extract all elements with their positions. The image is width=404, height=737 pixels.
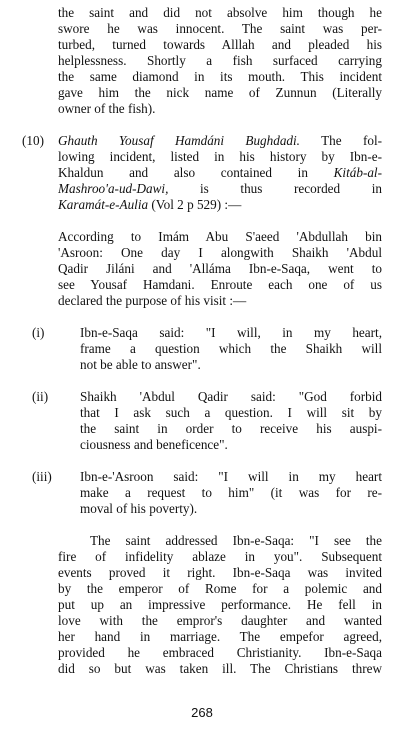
para2-line-1: According to Imám Abu S'aeed 'Abdullah bin [58, 229, 382, 244]
para3-line-8: provided he embraced Christianity. Ibn-e-Saqa [58, 645, 382, 660]
section-line1-rest: The fol- [321, 133, 382, 148]
item-1-line-1: Ibn-e-Saqa said: "I will, in my heart, [80, 325, 382, 340]
item-3-line-3: moval of his poverty). [80, 501, 198, 516]
section-line-4 [58, 181, 382, 197]
intro-line-7: owner of the fish). [58, 101, 156, 116]
section-line-5 [58, 197, 382, 213]
section-line5-rest: (Vol 2 p 529) :— [151, 197, 242, 212]
item-2-line-3: the saint in order to receive his auspi- [80, 421, 382, 436]
item-2-line-4: ciousness and beneficence". [80, 437, 228, 452]
item-1-marker: (i) [32, 325, 45, 340]
para2-line-3: Qadir Jiláni and 'Alláma Ibn-e-Saqa, went to [58, 261, 382, 276]
intro-line-5: the same diamond in its mouth. This incident [58, 69, 382, 84]
para3-line-7: her hand in marriage. The empefor agreed, [58, 629, 382, 644]
page-number: 268 [191, 705, 213, 720]
section-heading-line [58, 133, 382, 149]
item-1-line-3: not be able to answer". [80, 357, 201, 372]
para3-line-2: fire of infidelity ablaze in you". Subsequent [58, 549, 382, 564]
section-line4-rest: is thus recorded in [200, 181, 382, 196]
section-line-2: lowing incident, listed in his history by Ibn-e- [58, 149, 382, 164]
item-1-line-2: frame a question which the Shaikh will [80, 341, 382, 356]
section-line4-italic: Mashroo'a-ud-Dawi, [58, 181, 169, 196]
para2-line-4: see Yousaf Hamdani. Enroute each one of us [58, 277, 382, 292]
intro-line-3: turbed, turned towards Alllah and pleaded his [58, 37, 382, 52]
intro-line-4: helplessness. Shortly a fish surfaced carrying [58, 53, 382, 68]
item-3-line-1: Ibn-e-'Asroon said: "I will in my heart [80, 469, 382, 484]
section-line-3 [58, 165, 382, 181]
para3-line-4: by the emperor of Rome for a polemic and [58, 581, 382, 596]
item-2-marker: (ii) [32, 389, 49, 404]
section-line3-italic: Kitáb-al- [333, 165, 382, 180]
para2-line-2: 'Asroon: One day I alongwith Shaikh 'Abdul [58, 245, 382, 260]
section-line5-italic: Karamát-e-Aulia [58, 197, 149, 212]
para2-line-5: declared the purpose of his visit :— [58, 293, 247, 308]
item-2-line-1: Shaikh 'Abdul Qadir said: "God forbid [80, 389, 382, 404]
para3-line-1: The saint addressed Ibn-e-Saqa: "I see the [90, 533, 382, 548]
para3-line-6: love with the empror's daughter and wanted [58, 613, 382, 628]
para3-line-3: events proved it right. Ibn-e-Saqa was invited [58, 565, 382, 580]
item-3-marker: (iii) [32, 469, 52, 484]
section-title: Ghauth Yousaf Hamdáni Bughdadi. [58, 133, 300, 148]
para3-line-9: did so but was taken ill. The Christians threw [58, 661, 382, 676]
intro-line-2: swore he was innocent. The saint was per- [58, 21, 382, 36]
section-number: (10) [22, 133, 44, 148]
item-2-line-2: that I ask such a question. I will sit by [80, 405, 382, 420]
intro-line-6: gave him the nick name of Zunnun (Literally [58, 85, 382, 100]
intro-line-1: the saint and did not absolve him though he [58, 5, 382, 20]
item-3-line-2: make a request to him" (it was for re- [80, 485, 382, 500]
para3-line-5: put up an impressive performance. He fell in [58, 597, 382, 612]
section-line3-plain: Khaldun and also contained in [58, 165, 308, 180]
